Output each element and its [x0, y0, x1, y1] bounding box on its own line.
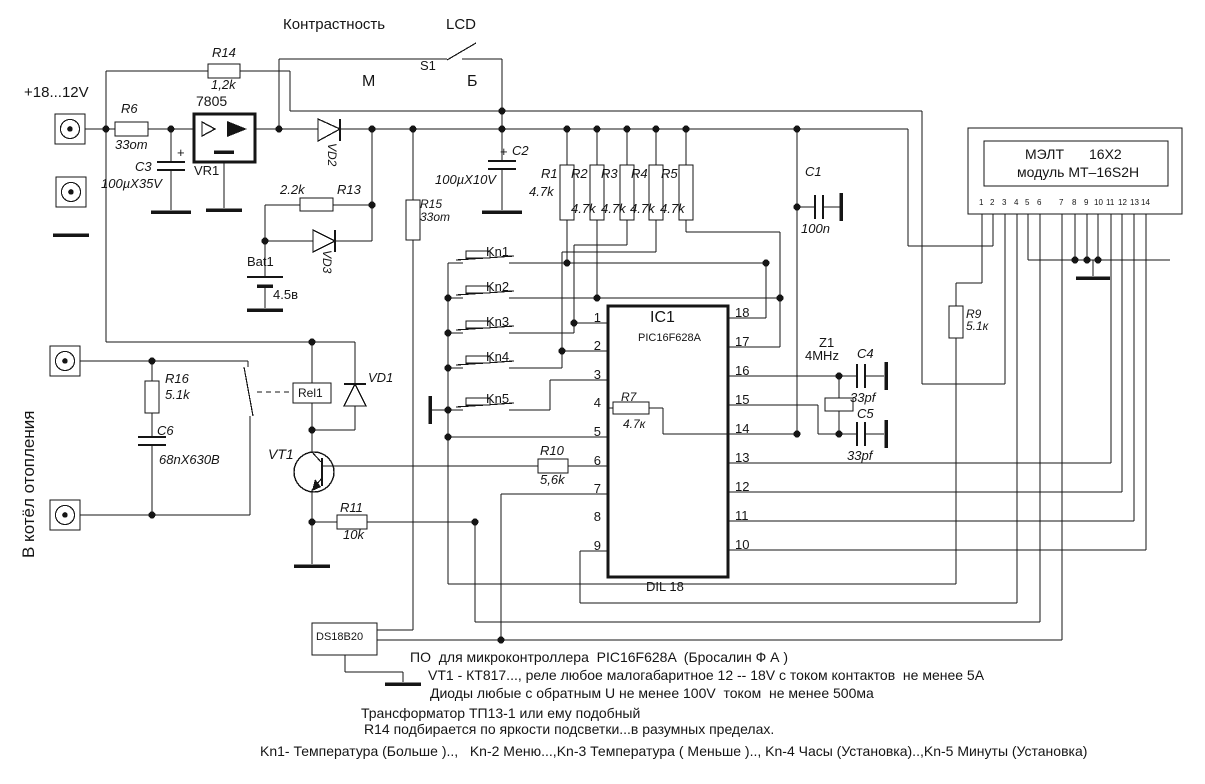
s1-pos-m-label: М: [362, 73, 376, 90]
r14-value-label: 1,2k: [211, 77, 236, 92]
ic1-pin-15: 15: [735, 392, 750, 407]
bat1-ref-label: Bat1: [247, 254, 274, 269]
r10-value-label: 5,6k: [540, 472, 565, 487]
c4-ref-label: C4: [857, 346, 874, 361]
ic1-pin-11: 11: [735, 508, 749, 523]
r5-value-label: 4.7k: [660, 201, 685, 216]
ic1-pin-1: 1: [593, 310, 601, 325]
note-line-4: Трансформатор ТП13-1 или ему подобный: [361, 705, 641, 721]
r2-value-label: 4.7k: [571, 201, 596, 216]
c6-ref-label: C6: [157, 423, 174, 438]
r1-value-label: 4.7k: [529, 184, 554, 199]
note-line-3: Диоды любые с обратным U не менее 100V током не менее 500ма: [430, 685, 874, 701]
r4-ref-label: R4: [631, 166, 648, 181]
ic1-pin-10: 10: [735, 537, 750, 552]
lcd-pin-3: 3: [1002, 198, 1007, 207]
lcd-pin-5: 5: [1025, 198, 1030, 207]
kn3-label: Kn3: [486, 314, 510, 329]
c1-value-label: 100n: [801, 221, 830, 236]
lcd-subtitle-label: модуль MT–16S2H: [1017, 164, 1140, 180]
vd3-ref-label: VD3: [320, 250, 334, 274]
lcd-pin-7: 7: [1059, 198, 1064, 207]
kn5-label: Kn5: [486, 391, 510, 406]
ic1-part-label: PIC16F628A: [638, 332, 701, 344]
ic1-pin-6: 6: [593, 453, 601, 468]
r16-ref-label: R16: [165, 371, 189, 386]
r7-ref-label: R7: [621, 390, 637, 404]
c3-plus-sign: +: [177, 145, 185, 160]
ic1-pin-4: 4: [593, 395, 601, 410]
c5-value-label: 33pf: [847, 448, 873, 463]
ic1-ref-label: IC1: [650, 309, 675, 326]
r16-value-label: 5.1k: [165, 387, 190, 402]
ic1-pin-18: 18: [735, 305, 750, 320]
vr1-ref-label: VR1: [194, 163, 220, 178]
r9-ref-label: R9: [966, 307, 982, 321]
vd1-ref-label: VD1: [368, 370, 394, 385]
r13-ref-label: R13: [337, 182, 361, 197]
kn1-label: Kn1: [486, 244, 510, 259]
bat1-value-label: 4.5в: [273, 287, 298, 302]
diode-vd1: [344, 384, 366, 406]
resistor-r15: [406, 200, 420, 240]
r9-value-label: 5.1к: [966, 319, 989, 333]
kn4-label: Kn4: [486, 349, 510, 364]
ic1-pin-5: 5: [593, 424, 601, 439]
ic1-pin-8: 8: [593, 509, 601, 524]
kn2-label: Kn2: [486, 279, 510, 294]
resistor-r10: [538, 459, 568, 473]
r15-value-label: 33om: [420, 210, 451, 224]
lcd-pin-9: 9: [1084, 198, 1089, 207]
r4-value-label: 4.7k: [630, 201, 655, 216]
r5-ref-label: R5: [661, 166, 678, 181]
ic1-pin-7: 7: [593, 481, 601, 496]
r10-ref-label: R10: [540, 443, 564, 458]
ds18b20-label: DS18B20: [316, 631, 364, 643]
r13-value-label: 2.2k: [280, 182, 305, 197]
lcd-pin-6: 6: [1037, 198, 1042, 207]
ic1-package-label: DIL 18: [646, 579, 684, 594]
lcd-pin-10: 10: [1094, 198, 1103, 207]
resistor-r9: [949, 306, 963, 338]
lcd-pin-12: 12: [1118, 198, 1127, 207]
resistor-r16: [145, 381, 159, 413]
c4-value-label: 33pf: [850, 390, 876, 405]
lcd-brand-label: МЭЛТ: [1025, 146, 1064, 162]
lcd-pin-8: 8: [1072, 198, 1077, 207]
note-line-6: Kn1- Температура (Больше ).., Kn-2 Меню...,Kn-3 Температура ( Меньше ).., Kn-4 Часы (Установка)..,Kn-5 Минуты (Установка): [260, 743, 1088, 759]
ic1-body: [608, 306, 728, 577]
ic1-pin-2: 2: [593, 338, 601, 353]
vt1-ref-label: VT1: [268, 446, 294, 462]
resistor-r6: [115, 122, 148, 136]
r11-ref-label: R11: [340, 500, 363, 515]
r2-ref-label: R2: [571, 166, 588, 181]
c3-ref-label: C3: [135, 159, 152, 174]
rel1-ref-label: Rel1: [298, 386, 323, 400]
vr1-output-arrow: [227, 121, 247, 137]
note-line-1: ПО для микроконтроллера PIC16F628A (Бросалин Ф А ): [410, 649, 789, 665]
c2-ref-label: C2: [512, 143, 529, 158]
r3-ref-label: R3: [601, 166, 618, 181]
lcd-size-label: 16X2: [1089, 146, 1122, 162]
crystal-z1: [825, 398, 853, 411]
z1-value-label: 4MHz: [805, 348, 839, 363]
vr1-part-label: 7805: [196, 93, 228, 109]
c3-value-label: 100µX35V: [101, 176, 162, 191]
r3-value-label: 4.7k: [601, 201, 626, 216]
vr1-input-arrow: [202, 122, 215, 136]
lcd-pin-1: 1: [979, 198, 984, 207]
boiler-label: В котёл отопления: [19, 410, 38, 558]
c2-plus-sign: +: [500, 144, 508, 159]
regulator-7805-body: [194, 114, 255, 162]
resistor-r13: [300, 198, 333, 211]
lcd-label: LCD: [446, 16, 477, 33]
note-line-2: VT1 - КТ817..., реле любое малогабаритное 12 -- 18V с током контактов не менее 5А: [428, 667, 985, 683]
ic1-pin-12: 12: [735, 479, 750, 494]
c5-ref-label: C5: [857, 406, 874, 421]
lcd-pin-4: 4: [1014, 198, 1019, 207]
diode-vd2: [318, 119, 340, 141]
resistor-r14: [208, 64, 240, 78]
ic1-pin-16: 16: [735, 363, 750, 378]
lcd-pin-2: 2: [990, 198, 995, 207]
contrast-label: Контрастность: [283, 16, 386, 33]
c1-ref-label: C1: [805, 164, 822, 179]
lcd-pin-13: 13: [1130, 198, 1139, 207]
diode-vd3: [313, 230, 335, 252]
c2-value-label: 100µX10V: [435, 172, 496, 187]
c6-value-label: 68nX630B: [159, 452, 220, 467]
ic1-pin-14: 14: [735, 421, 750, 436]
lcd-pin-11: 11: [1106, 198, 1115, 207]
vd2-ref-label: VD2: [325, 143, 339, 167]
ic1-pin-9: 9: [593, 538, 601, 553]
note-line-5: R14 подбирается по яркости подсветки...в разумных пределах.: [364, 721, 775, 737]
s1-pos-b-label: Б: [467, 73, 478, 90]
power-input-label: +18...12V: [24, 84, 89, 101]
r15-ref-label: R15: [420, 197, 443, 211]
ic1-pin-17: 17: [735, 334, 750, 349]
ic1-pin-3: 3: [593, 367, 601, 382]
ground-layer: [53, 152, 1110, 684]
ic1-pin-13: 13: [735, 450, 750, 465]
r14-ref-label: R14: [212, 45, 236, 60]
r11-value-label: 10k: [343, 527, 364, 542]
r6-ref-label: R6: [121, 101, 138, 116]
r6-value-label: 33om: [115, 137, 148, 152]
r7-value-label: 4.7к: [623, 417, 646, 431]
s1-ref-label: S1: [420, 58, 436, 73]
lcd-pin-14: 14: [1141, 198, 1150, 207]
z1-ref-label: Z1: [819, 335, 835, 350]
r1-ref-label: R1: [541, 166, 558, 181]
